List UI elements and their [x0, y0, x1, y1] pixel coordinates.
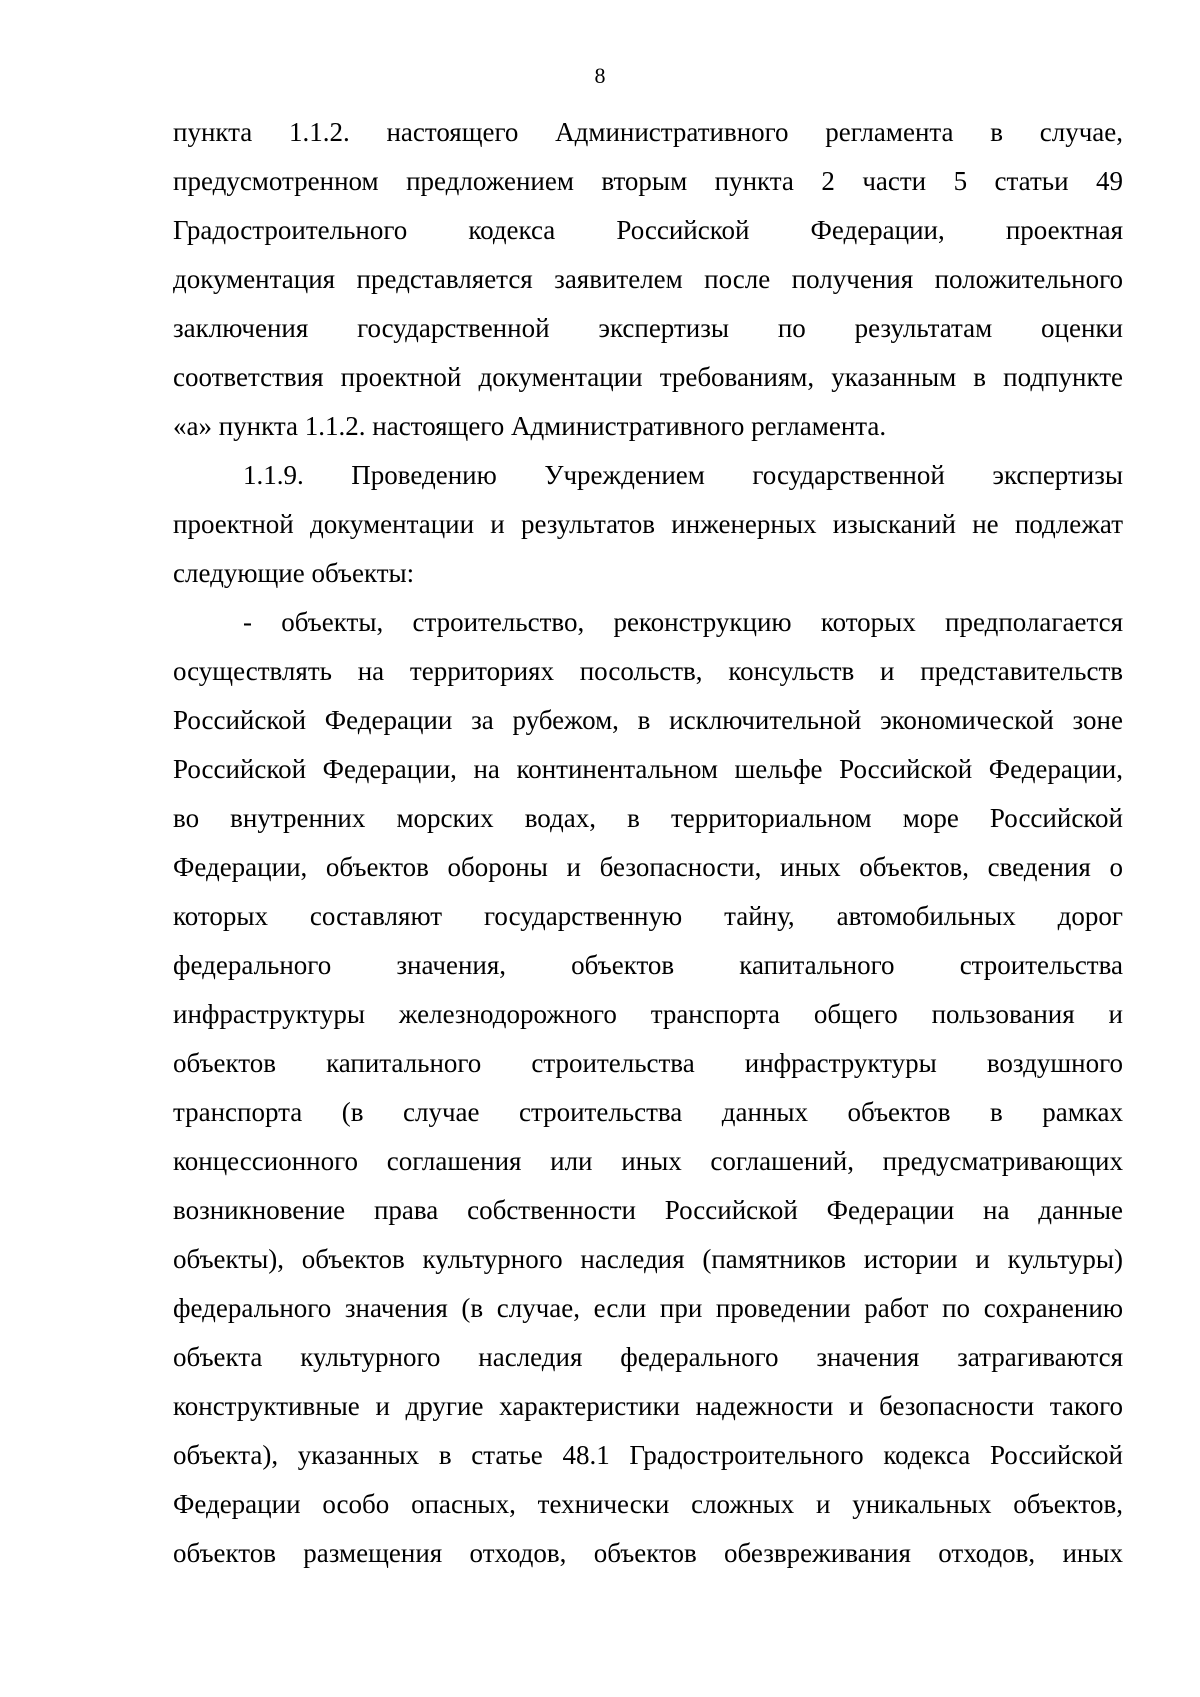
text-line: заключения государственной экспертизы по результатам оценки — [173, 313, 1123, 343]
text-line: осуществлять на территориях посольств, консульств и представительств — [173, 656, 1123, 686]
text-line: транспорта (в случае строительства данных объектов в рамках — [173, 1097, 1123, 1127]
text-line: конструктивные и другие характеристики надежности и безопасности такого — [173, 1391, 1123, 1421]
text-line: федерального значения, объектов капитального строительства — [173, 950, 1123, 980]
text-line: - объекты, строительство, реконструкцию которых предполагается — [243, 607, 1123, 637]
text-line: объектов капитального строительства инфраструктуры воздушного — [173, 1048, 1123, 1078]
text-line: федерального значения (в случае, если при проведении работ по сохранению — [173, 1293, 1123, 1323]
text-line: Градостроительного кодекса Российской Федерации, проектная — [173, 215, 1123, 245]
text-line: предусмотренном предложением вторым пункта 2 части 5 статьи 49 — [173, 166, 1123, 196]
text-line: 1.1.9. Проведению Учреждением государственной экспертизы — [243, 460, 1123, 490]
text-line: объекта культурного наследия федерального значения затрагиваются — [173, 1342, 1123, 1372]
text-line: документация представляется заявителем после получения положительного — [173, 264, 1123, 294]
text-line: во внутренних морских водах, в территориальном море Российской — [173, 803, 1123, 833]
text-line: проектной документации и результатов инженерных изысканий не подлежат — [173, 509, 1123, 539]
page-number: 8 — [594, 63, 606, 88]
text-line: «а» пункта 1.1.2. настоящего Административного регламента. — [173, 411, 887, 441]
text-line: концессионного соглашения или иных соглашений, предусматривающих — [173, 1146, 1123, 1176]
text-line: Федерации, объектов обороны и безопасности, иных объектов, сведения о — [173, 852, 1123, 882]
body-text — [173, 108, 1123, 1578]
text-line: объекта), указанных в статье 48.1 Градостроительного кодекса Российской — [173, 1440, 1123, 1470]
text-line: инфраструктуры железнодорожного транспорта общего пользования и — [173, 999, 1123, 1029]
text-line: Российской Федерации за рубежом, в исключительной экономической зоне — [173, 705, 1123, 735]
text-line: Федерации особо опасных, технически сложных и уникальных объектов, — [173, 1489, 1123, 1519]
text-line: следующие объекты: — [173, 558, 415, 588]
text-line: возникновение права собственности Российской Федерации на данные — [173, 1195, 1123, 1225]
text-line: соответствия проектной документации требованиям, указанным в подпункте — [173, 362, 1123, 392]
text-line: пункта 1.1.2. настоящего Административного регламента в случае, — [173, 117, 1123, 147]
text-line: которых составляют государственную тайну, автомобильных дорог — [173, 901, 1123, 931]
text-line: Российской Федерации, на континентальном шельфе Российской Федерации, — [173, 754, 1123, 784]
text-line: объектов размещения отходов, объектов обезвреживания отходов, иных — [173, 1538, 1123, 1568]
text-line: объекты), объектов культурного наследия (памятников истории и культуры) — [173, 1244, 1123, 1274]
